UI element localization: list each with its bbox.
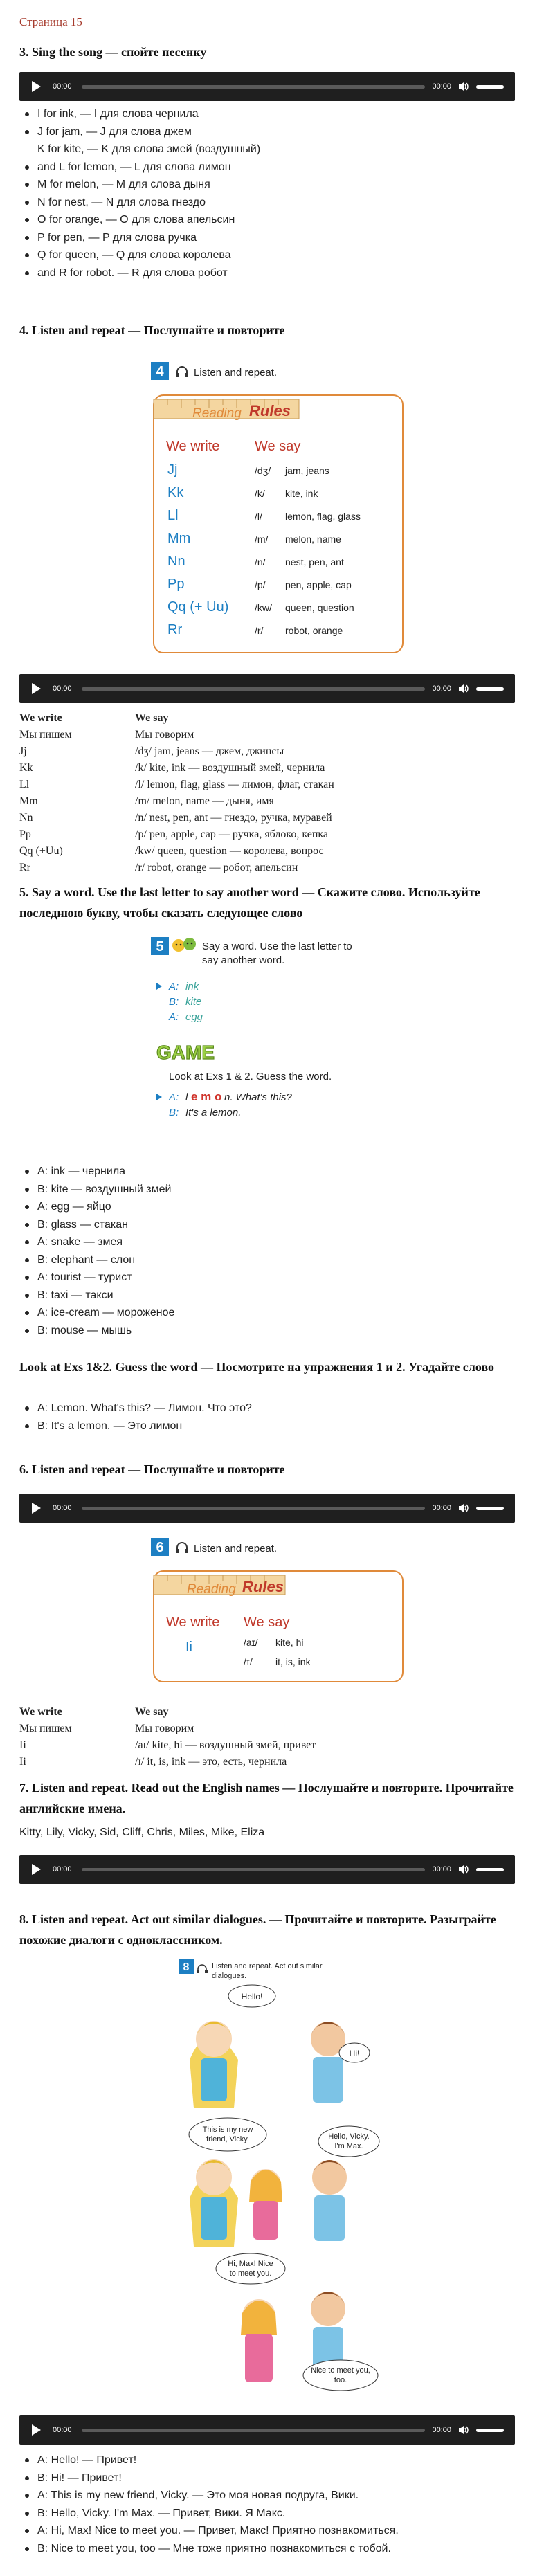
list-item: A: Lemon. What's this? — Лимон. Что это? [37, 1399, 252, 1417]
game-a-label: A: [169, 1091, 179, 1103]
cell-say: /aɪ/ kite, hi — воздушный змей, привет [135, 1739, 316, 1751]
audio-player-2 [19, 674, 515, 703]
cell-write: Мы пишем [19, 1723, 72, 1734]
section-3-heading: 3. Sing the song — спойте песенку [19, 45, 207, 59]
dialogue-list [19, 2451, 399, 2557]
dialogue-word: egg [185, 1011, 203, 1023]
rule-words: pen, apple, cap [285, 579, 352, 590]
reading-rules-logo-b: Rules [249, 402, 291, 419]
rule-sound: /r/ [255, 625, 264, 636]
volume-slider[interactable] [476, 687, 504, 691]
progress-track[interactable] [82, 1507, 425, 1510]
list-item: M for melon, — M для слова дыня [37, 176, 260, 194]
volume-slider[interactable] [476, 1507, 504, 1510]
cell-write: Qq (+Uu) [19, 845, 63, 857]
rule-letter: Nn [167, 554, 185, 569]
cell-write: Ii [19, 1756, 26, 1768]
duration-time: 00:00 [432, 684, 451, 693]
cell-write: Jj [19, 745, 27, 757]
rule-letter: Qq (+ Uu) [167, 599, 229, 615]
table-row [19, 843, 334, 860]
speaker-label: B: [169, 996, 179, 1008]
list-item: N for nest, — N для слова гнездо [37, 194, 260, 212]
cell-say: /l/ lemon, flag, glass — лимон, флаг, стакан [135, 779, 334, 790]
svg-text:Nice to meet you,: Nice to meet you, [311, 2366, 370, 2375]
speech-bubble-new-friend [189, 2118, 266, 2151]
duration-time: 00:00 [432, 1865, 451, 1874]
table-row [19, 860, 334, 876]
section-4-heading: 4. Listen and repeat — Послушайте и повторите [19, 323, 285, 337]
current-time: 00:00 [53, 2426, 72, 2434]
list-item: A: ink — чернила [37, 1163, 174, 1181]
volume-icon[interactable] [458, 1503, 469, 1513]
rule-sound: /l/ [255, 511, 262, 522]
dialogue-figure-8 [176, 1956, 383, 2406]
cell-say: /r/ robot, orange — робот, апельсин [135, 862, 298, 873]
cell-say: /ɪ/ it, is, ink — это, есть, чернила [135, 1756, 287, 1768]
svg-text:GAME: GAME [156, 1042, 215, 1063]
volume-slider[interactable] [476, 1868, 504, 1871]
cell-write: Nn [19, 812, 33, 824]
speech-bubble-nice-too [303, 2360, 378, 2391]
speaker-label: A: [169, 1011, 179, 1023]
rule-words: nest, pen, ant [285, 556, 344, 568]
svg-text:This is my new: This is my new [202, 2125, 253, 2134]
list-item: A: tourist — турист [37, 1269, 174, 1287]
dialogue-word: ink [185, 981, 199, 992]
audio-player-4 [19, 1855, 515, 1884]
table-row [19, 710, 334, 727]
game-a-prefix: l [185, 1091, 188, 1103]
table-row [19, 760, 334, 777]
instruction-line-1: Listen and repeat. Act out similar [212, 1962, 323, 1970]
cell-write: Pp [19, 828, 31, 840]
rule-sound: /k/ [255, 488, 265, 499]
play-icon[interactable] [32, 1503, 41, 1514]
cell-write: Kk [19, 762, 33, 774]
cell-say: Мы говорим [135, 1723, 194, 1734]
table-row [19, 826, 334, 843]
rule-sound: /p/ [255, 579, 266, 590]
rule-letter: Mm [167, 531, 191, 546]
song-lines-list [19, 105, 260, 282]
table-row [19, 810, 334, 826]
girl-character-1 [190, 2021, 238, 2108]
cell-say: /p/ pen, apple, cap — ручка, яблоко, кепка [135, 828, 329, 840]
game-instruction: Look at Exs 1 & 2. Guess the word. [169, 1071, 332, 1082]
rule-words: queen, question [285, 602, 354, 613]
volume-slider[interactable] [476, 85, 504, 89]
cell-say: /dʒ/ jam, jeans — джем, джинсы [135, 745, 284, 757]
exercise-number: 4 [156, 364, 164, 379]
page-title: Страница 15 [19, 15, 82, 28]
reading-rules-figure-4 [147, 356, 417, 661]
vicky-character [249, 2169, 282, 2240]
play-icon[interactable] [32, 81, 41, 92]
svg-text:Hi!: Hi! [349, 2049, 360, 2058]
rule-letter: Ii [185, 1640, 192, 1655]
exercise-number: 5 [156, 939, 164, 954]
game-a-hidden-letters: e m o [191, 1090, 222, 1103]
table-row [19, 1704, 316, 1721]
section-5-heading: 5. Say a word. Use the last letter to say another word — Скажите слово. Используйте последнюю букву, чтобы сказать следующее слово [19, 885, 480, 920]
exercise-number: 6 [156, 1540, 164, 1555]
list-item: B: mouse — мышь [37, 1322, 174, 1340]
progress-track[interactable] [82, 85, 425, 89]
table-row [19, 793, 334, 810]
speech-bubble-hi [339, 2043, 370, 2062]
cell-write: We write [19, 712, 62, 724]
reading-rules-logo-a: Reading [192, 406, 242, 421]
rule-words: melon, name [285, 534, 341, 545]
current-time: 00:00 [53, 1865, 72, 1874]
game-b-text: It's a lemon. [185, 1107, 242, 1118]
section-8-heading: 8. Listen and repeat. Act out similar dialogues. — Прочитайте и повторите. Разыграйте похожие диалоги с одноклассником. [19, 1912, 496, 1947]
list-item: B: Hi! — Привет! [37, 2469, 399, 2487]
rule-sound: /dʒ/ [255, 465, 271, 476]
game-logo [156, 1042, 215, 1063]
rule-sound: /n/ [255, 556, 266, 568]
dialogue-word: kite [185, 996, 202, 1008]
speech-bubble-hello-vicky [318, 2126, 379, 2157]
rule-letter: Kk [167, 485, 184, 500]
svg-text:Hello!: Hello! [241, 1992, 263, 2002]
instruction-text: Listen and repeat. [194, 367, 278, 379]
reading-rules-table-6 [19, 1704, 316, 1770]
rule-words: kite, ink [285, 488, 318, 499]
cell-write: Мы пишем [19, 729, 72, 741]
rule-letter: Rr [167, 622, 183, 637]
volume-icon[interactable] [458, 82, 469, 91]
table-row [19, 1721, 316, 1737]
speaking-faces-icon [172, 938, 196, 952]
reading-rules-table-4 [19, 710, 334, 876]
table-row [19, 1737, 316, 1754]
list-item: K for kite, — K для слова змей (воздушный) [37, 143, 261, 155]
we-write-label: We write [166, 439, 220, 454]
instruction-line-2: say another word. [202, 954, 285, 966]
svg-text:I'm Max.: I'm Max. [334, 2142, 363, 2150]
svg-text:Hi, Max! Nice: Hi, Max! Nice [228, 2260, 273, 2268]
list-item: A: Hello! — Привет! [37, 2451, 399, 2469]
rule-sound: /aɪ/ [244, 1637, 258, 1648]
audio-player-3 [19, 1494, 515, 1523]
list-item: B: glass — стакан [37, 1216, 174, 1234]
guess-dialogue-list [19, 1399, 252, 1435]
list-item: and R for robot. — R для слова робот [37, 264, 260, 282]
play-icon[interactable] [32, 683, 41, 694]
section-6-heading: 6. Listen and repeat — Послушайте и повторите [19, 1462, 285, 1476]
list-item: and L for lemon, — L для слова лимон [37, 158, 260, 176]
audio-player-5 [19, 2415, 515, 2445]
list-item: A: snake — змея [37, 1233, 174, 1251]
svg-text:to meet you.: to meet you. [229, 2269, 272, 2278]
cell-say: /n/ nest, pen, ant — гнездо, ручка, муравей [135, 812, 332, 824]
cell-say: /k/ kite, ink — воздушный змей, чернила [135, 762, 325, 774]
audio-player-1 [19, 72, 515, 101]
girl-character-2 [190, 2159, 238, 2247]
names-text: Kitty, Lily, Vicky, Sid, Cliff, Chris, Miles, Mike, Eliza [19, 1826, 265, 1838]
reading-rules-figure-6 [147, 1532, 417, 1691]
list-item: B: It's a lemon. — Это лимон [37, 1417, 252, 1435]
cell-write: Rr [19, 862, 30, 873]
list-item: P for pen, — P для слова ручка [37, 229, 260, 247]
rule-letter: Jj [167, 462, 178, 478]
speech-bubble-hello [228, 1985, 275, 2007]
volume-icon[interactable] [458, 1865, 469, 1874]
list-item: Q for queen, — Q для слова королева [37, 246, 260, 264]
instruction-line-2: dialogues. [212, 1972, 247, 1980]
we-say-label: We say [244, 1615, 290, 1630]
list-item: O for orange, — O для слова апельсин [37, 211, 260, 229]
progress-track[interactable] [82, 2429, 425, 2432]
table-row [19, 777, 334, 793]
rule-letter: Pp [167, 577, 185, 592]
duration-time: 00:00 [432, 2426, 451, 2434]
we-say-label: We say [255, 439, 301, 454]
cell-write: We write [19, 1706, 62, 1718]
table-row [19, 743, 334, 760]
cell-say: /m/ melon, name — дыня, имя [135, 795, 274, 807]
table-row [19, 1754, 316, 1770]
cell-write: Ll [19, 779, 30, 790]
progress-track[interactable] [82, 687, 425, 691]
rule-sound: /m/ [255, 534, 269, 545]
svg-text:too.: too. [334, 2376, 347, 2384]
list-item: J for jam, — J для слова джем [37, 123, 260, 141]
svg-text:Hello, Vicky.: Hello, Vicky. [328, 2132, 370, 2141]
list-item: B: Hello, Vicky. I'm Max. — Привет, Вики. Я Макс. [37, 2505, 399, 2523]
section-5-subheading: Look at Exs 1&2. Guess the word — Посмотрите на упражнения 1 и 2. Угадайте слово [19, 1360, 495, 1374]
play-icon[interactable] [32, 1864, 41, 1875]
headphones-icon [176, 367, 188, 377]
say-a-word-figure-5 [147, 934, 417, 1156]
progress-track[interactable] [82, 1868, 425, 1871]
rule-words: robot, orange [285, 625, 343, 636]
rule-words: jam, jeans [285, 465, 329, 476]
volume-icon[interactable] [458, 684, 469, 693]
current-time: 00:00 [53, 82, 72, 91]
volume-slider[interactable] [476, 2429, 504, 2432]
we-write-label: We write [166, 1615, 220, 1630]
list-item: A: This is my new friend, Vicky. — Это моя новая подруга, Вики. [37, 2487, 399, 2505]
boy-character-2 [312, 2160, 347, 2241]
list-item: B: taxi — такси [37, 1287, 174, 1305]
game-b-label: B: [169, 1107, 179, 1118]
instruction-line-1: Say a word. Use the last letter to [202, 941, 352, 952]
svg-text:friend, Vicky.: friend, Vicky. [206, 2135, 249, 2143]
play-icon[interactable] [32, 2424, 41, 2436]
section-7-heading: 7. Listen and repeat. Read out the English names — Послушайте и повторите. Прочитайте английские имена. [19, 1781, 514, 1815]
word-chain-list [19, 1163, 174, 1339]
list-item: B: Nice to meet you, too — Мне тоже приятно познакомиться с тобой. [37, 2540, 399, 2558]
reading-rules-logo-a: Reading [187, 1582, 236, 1597]
boy-character-1 [311, 2022, 345, 2103]
reading-rules-logo-b: Rules [242, 1578, 284, 1595]
list-item: A: egg — яйцо [37, 1198, 174, 1216]
list-item: I for ink, — I для слова чернила [37, 105, 260, 123]
duration-time: 00:00 [432, 1504, 451, 1512]
rule-words: kite, hi [275, 1637, 304, 1648]
instruction-text: Listen and repeat. [194, 1543, 278, 1554]
rule-sound: /ɪ/ [244, 1656, 253, 1667]
list-item: B: elephant — слон [37, 1251, 174, 1269]
speaker-label: A: [169, 981, 179, 992]
current-time: 00:00 [53, 1504, 72, 1512]
cell-say: We say [135, 1706, 169, 1718]
vicky-character-2 [241, 2299, 277, 2382]
rule-letter: Ll [167, 508, 179, 523]
cell-say: /kw/ queen, question — королева, вопрос [135, 845, 324, 857]
rule-words: lemon, flag, glass [285, 511, 361, 522]
exercise-number: 8 [183, 1961, 190, 1973]
cell-write: Ii [19, 1739, 26, 1751]
speech-bubble-nice-to-meet [216, 2253, 285, 2284]
cell-say: Мы говорим [135, 729, 194, 741]
duration-time: 00:00 [432, 82, 451, 91]
cell-say: We say [135, 712, 169, 724]
table-row [19, 727, 334, 743]
current-time: 00:00 [53, 684, 72, 693]
game-a-suffix: n. What's this? [224, 1091, 292, 1103]
cell-write: Mm [19, 795, 38, 807]
volume-icon[interactable] [458, 2425, 469, 2435]
headphones-icon [176, 1543, 188, 1553]
list-item: B: kite — воздушный змей [37, 1181, 174, 1199]
headphones-icon [197, 1965, 208, 1973]
rule-sound: /kw/ [255, 602, 272, 613]
rule-words: it, is, ink [275, 1656, 311, 1667]
list-item: A: Hi, Max! Nice to meet you. — Привет, Макс! Приятно познакомиться. [37, 2522, 399, 2540]
list-item: A: ice-cream — мороженое [37, 1304, 174, 1322]
